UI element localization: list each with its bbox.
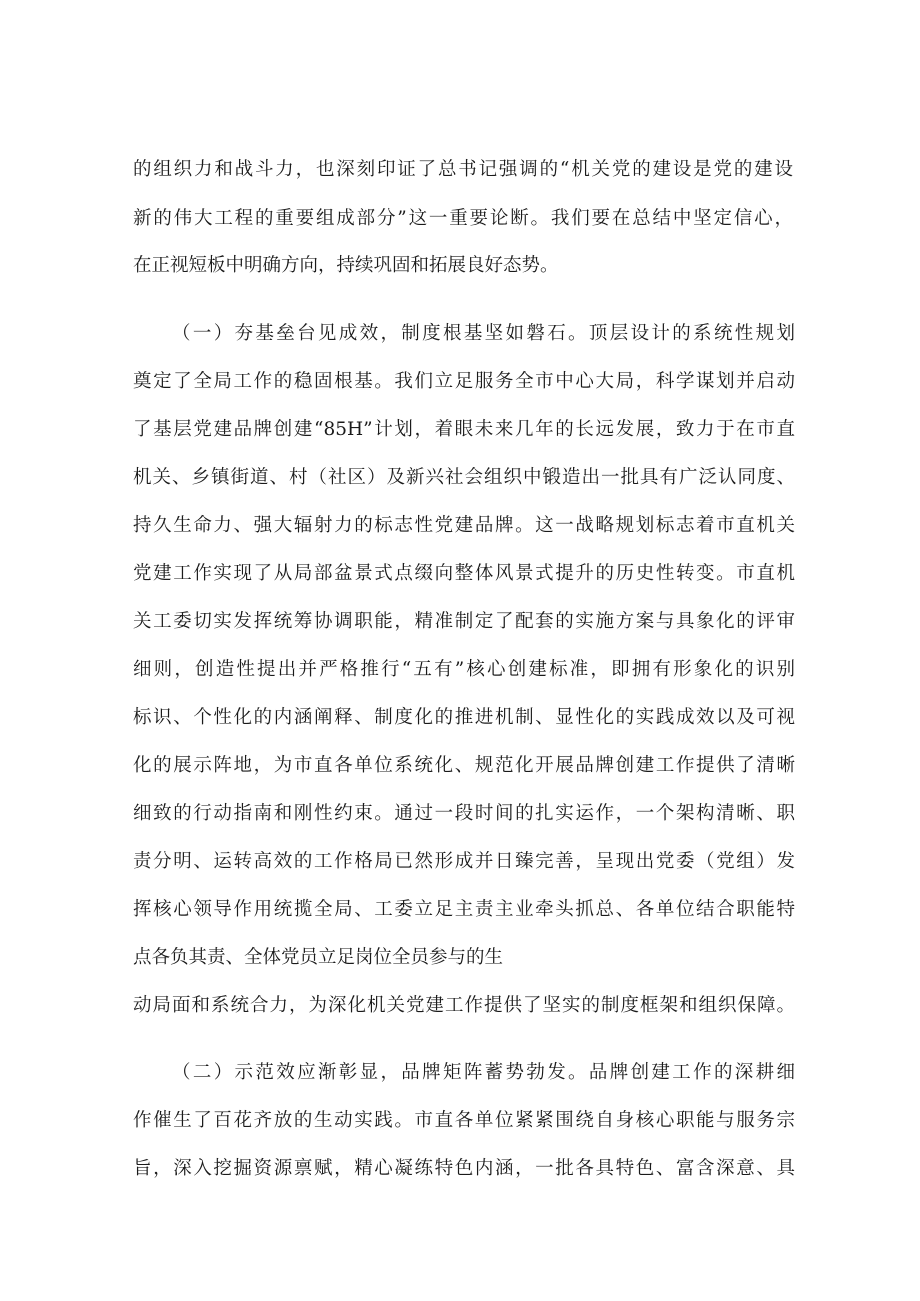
intro-line-1: 的组织力和战斗力，也深刻印证了总书记强调的“机关党的建设是党的建设	[133, 159, 793, 180]
section-1-line-5: 持久生命力、强大辐射力的标志性党建品牌。这一战略规划标志着市直机关	[133, 515, 795, 536]
section-1-line-10: 化的展示阵地，为市直各单位系统化、规范化开展品牌创建工作提供了清晰	[133, 755, 795, 776]
section-1-heading-line: （一）夯基垒台见成效，制度根基坚如磐石。顶层设计的系统性规划	[172, 323, 795, 344]
section-1-line-13: 挥核心领导作用统揽全局、工委立足主责主业牵头抓总、各单位结合职能特	[133, 899, 795, 920]
section-1-line-15: 动局面和系统合力，为深化机关党建工作提供了坚实的制度框架和组织保障。	[133, 995, 795, 1016]
section-2-line-2: 作催生了百花齐放的生动实践。市直各单位紧紧围绕自身核心职能与服务宗	[133, 1110, 795, 1131]
section-1-line-7: 关工委切实发挥统筹协调职能，精准制定了配套的实施方案与具象化的评审	[133, 611, 795, 632]
section-1-line-11: 细致的行动指南和刚性约束。通过一段时间的扎实运作，一个架构清晰、职	[133, 803, 795, 824]
section-2-line-3: 旨，深入挖掘资源禀赋，精心凝练特色内涵，一批各具特色、富含深意、具	[133, 1158, 795, 1179]
section-1-line-9: 标识、个性化的内涵阐释、制度化的推进机制、显性化的实践成效以及可视	[133, 707, 795, 728]
section-2-heading-line: （二）示范效应渐彰显，品牌矩阵蓄势勃发。品牌创建工作的深耕细	[172, 1062, 795, 1083]
section-1-line-6: 党建工作实现了从局部盆景式点缀向整体风景式提升的历史性转变。市直机	[133, 563, 795, 584]
section-1-line-3: 了基层党建品牌创建“85H”计划，着眼未来几年的长远发展，致力于在市直	[133, 419, 795, 440]
section-1-line-4: 机关、乡镇街道、村（社区）及新兴社会组织中锻造出一批具有广泛认同度、	[133, 467, 795, 488]
section-1-line-14: 点各负其责、全体党员立足岗位全员参与的生	[133, 947, 504, 968]
section-1-line-12: 责分明、运转高效的工作格局已然形成并日臻完善，呈现出党委（党组）发	[133, 851, 795, 872]
section-1-line-8: 细则，创造性提出并严格推行“五有”核心创建标准，即拥有形象化的识别	[133, 659, 795, 680]
section-1-line-2: 奠定了全局工作的稳固根基。我们立足服务全市中心大局，科学谋划并启动	[133, 371, 795, 392]
intro-line-2: 新的伟大工程的重要组成部分”这一重要论断。我们要在总结中坚定信心，	[133, 208, 793, 229]
intro-line-3: 在正视短板中明确方向，持续巩固和拓展良好态势。	[133, 255, 559, 276]
